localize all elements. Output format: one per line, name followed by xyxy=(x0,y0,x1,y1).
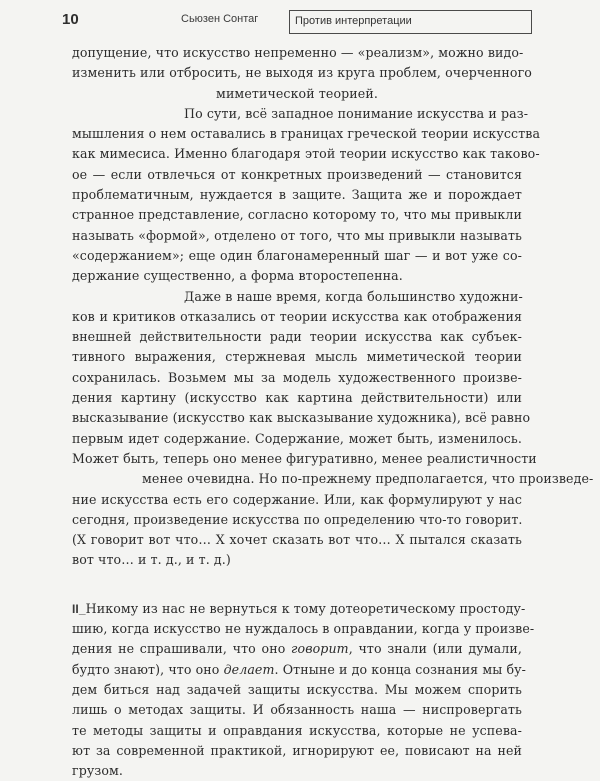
text-line: ние искусства есть его содержание. Или, как формулируют у нас xyxy=(72,491,522,507)
text-line: допущение, что искусство непременно — «реализм», можно видо- xyxy=(72,45,524,60)
text-line: странное представление, согласно которому то, что мы привыкли xyxy=(72,207,522,223)
section-2-paragraph xyxy=(72,599,535,781)
text-line: Даже в наше время, когда большинство художни- xyxy=(184,288,523,304)
page-number: 10 xyxy=(62,11,79,28)
text-line: лишь о методах защиты. И обязанность наша — ниспровергать xyxy=(72,702,522,718)
text-line: ют за современной практикой, игнорируют ее, повисают на ней xyxy=(72,742,522,758)
text-line: менее очевидна. Но по-прежнему предполагается, что произведе- xyxy=(142,471,594,487)
text-line: Может быть, теперь оно менее фигуративно, менее реалистичности xyxy=(72,450,537,466)
text-line: (Х говорит вот что… Х хочет сказать вот что… Х пытался сказать xyxy=(72,532,522,548)
paragraph-3 xyxy=(72,287,594,571)
text-line: сохранилась. Возьмем мы за модель художественного произве- xyxy=(72,369,522,385)
text-line: дения не спрашивали, что оно говорит, что знали (или думали, xyxy=(72,641,522,657)
text-line: II_Никому из нас не вернуться к тому дотеоретическому простоду- xyxy=(72,600,526,616)
emphasis: делает xyxy=(223,661,275,677)
running-author: Сьюзен Сонтаг xyxy=(181,13,259,25)
text-line: вот что… и т. д., и т. д.) xyxy=(72,552,231,568)
text-line: изменить или отбросить, не выходя из круга проблем, очерченного xyxy=(72,65,532,81)
paragraph-1 xyxy=(72,43,532,104)
text-line: первым идет содержание. Содержание, может быть, изменилось. xyxy=(72,430,522,446)
text-line: грузом. xyxy=(72,763,124,779)
text-line: те методы защиты и оправдания искусства, которые не успева- xyxy=(72,722,522,738)
text-line: как мимесиса. Именно благодаря этой теории искусство как таково- xyxy=(72,146,540,162)
text-line: сегодня, произведение искусства по определению что-то говорит. xyxy=(72,511,523,527)
text-line: будто знают), что оно делает. Отныне и до конца сознания мы бу- xyxy=(72,661,527,677)
running-header xyxy=(62,9,535,37)
text-line: дем биться над задачей защиты искусства. Мы можем спорить xyxy=(72,681,522,697)
emphasis: говорит xyxy=(291,641,349,657)
page-body xyxy=(72,43,594,781)
running-chapter-title: Против интерпретации xyxy=(289,10,532,34)
text-line: внешней действительности ради теории искусства как субъек- xyxy=(72,329,522,345)
text-line: держание существенно, а форма второстепенна. xyxy=(72,268,403,284)
text-line: проблематичным, нуждается в защите. Защита же и порождает xyxy=(72,187,522,203)
text-line: тивного выражения, стержневая мысль миметической теории xyxy=(72,349,522,365)
section-numeral: II_ xyxy=(72,601,86,616)
text-line: называть «формой», отделено от того, что мы привыкли называть xyxy=(72,227,522,243)
text-line: «содержанием»; еще один благонамеренный шаг — и вот уже со- xyxy=(72,247,522,263)
text-line: шию, когда искусство не нуждалось в оправдании, когда у произве- xyxy=(72,621,535,637)
text-line: дения картину (искусство как картина действительности) или xyxy=(72,390,522,406)
text-line: мышления о нем оставались в границах греческой теории искусства xyxy=(72,126,541,142)
text-line: миметической теорией. xyxy=(216,85,378,101)
paragraph-2 xyxy=(72,104,541,287)
text-line: ое — если отвлечься от конкретных произведений — становится xyxy=(72,166,522,182)
text-line: высказывание (искусство как высказывание художника), всё равно xyxy=(72,410,531,426)
text-line: По сути, всё западное понимание искусства и раз- xyxy=(184,105,529,121)
text-line: ков и критиков отказались от теории искусства как отображения xyxy=(72,308,522,324)
